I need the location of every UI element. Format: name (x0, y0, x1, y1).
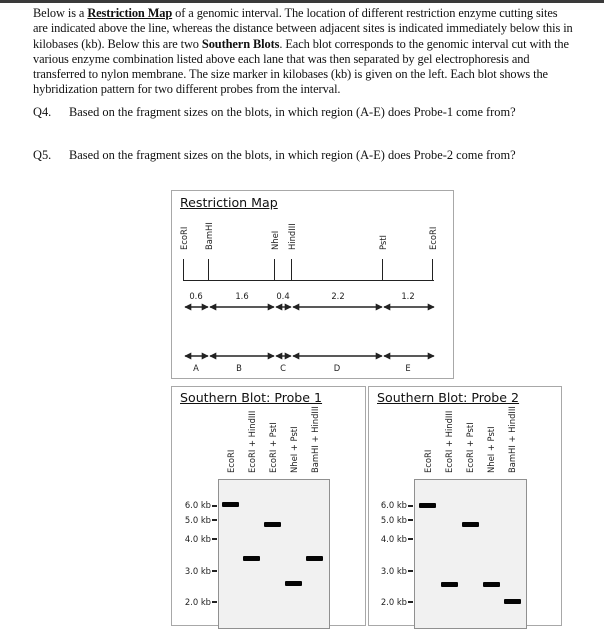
blot-2-membrane (414, 479, 527, 629)
blot-1-title: Southern Blot: Probe 1 (180, 390, 323, 405)
restriction-map-title: Restriction Map (180, 195, 278, 210)
lane-label: BamHI + HindIII (507, 406, 517, 473)
size-marker-label: 3.0 kb (184, 566, 211, 576)
distance-label: 1.2 (401, 291, 415, 301)
size-marker-tick (408, 519, 413, 521)
region-label-d: D (333, 363, 341, 373)
band-blot2-lane1 (419, 503, 436, 508)
size-marker-tick (212, 538, 217, 540)
band-blot2-lane4 (483, 582, 500, 587)
restriction-map-term: Restriction Map (87, 6, 173, 20)
lane-label: EcoRI + PstI (268, 422, 278, 473)
lane-label: EcoRI + PstI (465, 422, 475, 473)
lane-label: EcoRI (226, 449, 236, 473)
size-marker-label: 6.0 kb (184, 500, 211, 510)
distance-label: 1.6 (235, 291, 249, 301)
size-marker-tick (408, 570, 413, 572)
size-marker-tick (212, 505, 217, 507)
question-number: Q5. (33, 148, 52, 162)
size-marker-tick (408, 538, 413, 540)
region-label-a: A (193, 363, 199, 373)
lane-label: EcoRI (423, 449, 433, 473)
band-blot1-lane5 (306, 556, 323, 561)
intro-text-3: . Each blot corresponds to the genomic interval cut with the various enzyme combination listed above each lane that was then separated by gel electrophoresis and transferred to nylon membrane. The size marker in kilobases (kb) is given on the left. Each blot shows the hybridization pattern for two different probes from the interval. (33, 36, 569, 97)
size-marker-tick (408, 505, 413, 507)
size-marker-tick (212, 601, 217, 603)
site-label-bamhi: BamHI (204, 222, 214, 250)
size-marker-label: 3.0 kb (380, 566, 407, 576)
site-label-ecori-2: EcoRI (428, 226, 438, 250)
intro-text-1: Below is a (33, 6, 88, 20)
lane-label: BamHI + HindIII (310, 406, 320, 473)
band-blot2-lane5 (504, 599, 521, 604)
size-marker-tick (212, 570, 217, 572)
question-text: Based on the fragment sizes on the blots, in which region (A-E) does Probe-1 come from? (69, 105, 516, 119)
question-text: Based on the fragment sizes on the blots, in which region (A-E) does Probe-2 come from? (69, 148, 516, 162)
region-label-e: E (405, 363, 411, 373)
size-marker-label: 4.0 kb (380, 534, 407, 544)
band-blot2-lane2 (441, 582, 458, 587)
band-blot1-lane2 (243, 556, 260, 561)
band-blot1-lane4 (285, 581, 302, 586)
band-blot1-lane1 (222, 502, 239, 507)
site-label-psti: PstI (378, 234, 388, 250)
site-label-ecori: EcoRI (179, 226, 189, 250)
size-marker-label: 2.0 kb (184, 597, 211, 607)
lane-label: NheI + PstI (289, 426, 299, 473)
intro-text-2: of a genomic interval. The location of different restriction enzyme cutting sites are indicated above the line, whereas the distance between adjacent sites is indicated immediately below this in kilobases (kb). Below this are two (33, 6, 573, 51)
size-marker-label: 5.0 kb (380, 515, 407, 525)
size-marker-label: 6.0 kb (380, 500, 407, 510)
band-blot2-lane3 (462, 522, 479, 527)
lane-label: EcoRI + HindIII (444, 410, 454, 473)
lane-label: EcoRI + HindIII (247, 410, 257, 473)
size-marker-tick (408, 601, 413, 603)
site-label-nhei: NheI (270, 230, 280, 250)
southern-blots-term: Southern Blots (201, 36, 280, 51)
size-marker-tick (212, 519, 217, 521)
region-label-c: C (280, 363, 286, 373)
distance-label: 0.6 (189, 291, 203, 301)
band-blot1-lane3 (264, 522, 281, 527)
site-label-hindiii: HindIII (287, 223, 297, 250)
blot-2-title: Southern Blot: Probe 2 (377, 390, 520, 405)
distance-label: 0.4 (276, 291, 290, 301)
region-label-b: B (236, 363, 242, 373)
size-marker-label: 5.0 kb (184, 515, 211, 525)
lane-label: NheI + PstI (486, 426, 496, 473)
size-marker-label: 2.0 kb (380, 597, 407, 607)
question-number: Q4. (33, 105, 52, 119)
distance-label: 2.2 (331, 291, 345, 301)
size-marker-label: 4.0 kb (184, 534, 211, 544)
